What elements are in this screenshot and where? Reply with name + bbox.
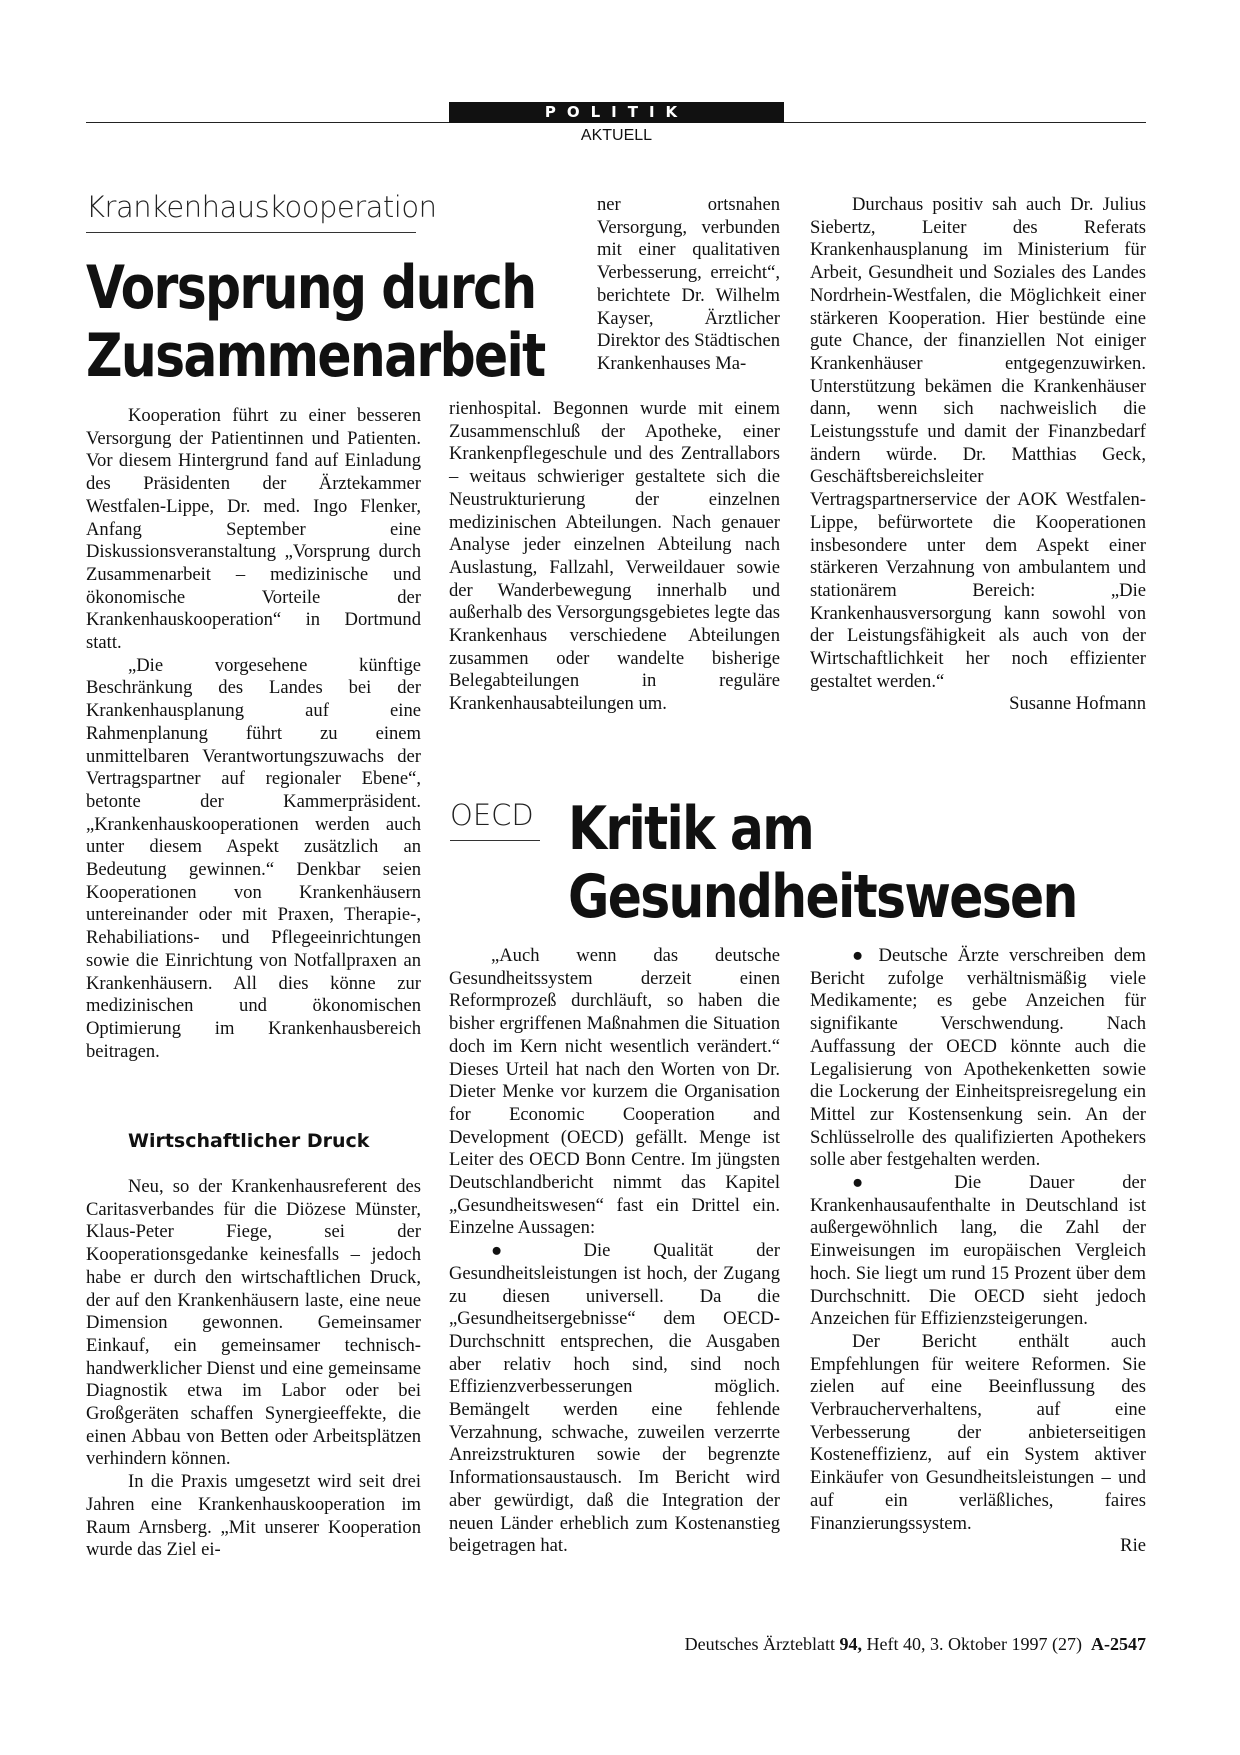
headline-line-1: Kritik am: [568, 794, 814, 864]
journal-name: Deutsches Ärzteblatt: [684, 1634, 836, 1654]
article1-subhead: Wirtschaftlicher Druck: [128, 1130, 370, 1152]
article1-kicker: Krankenhauskooperation: [86, 190, 437, 224]
paragraph: „Die vorgesehene künftige Beschränkung des Landes bei der Krankenhausplanung auf eine Rahmenplanung führt zu einem unmittelbaren Verantwortungszuwachs der Vertragspartner auf regionaler Ebene“, betonte der Kammerpräsident. „Krankenhauskooperationen werden auch unter diesem Aspekt zusätzlich an Bedeutung gewinnen.“ Denkbar seien Kooperationen von Krankenhäusern untereinander oder mit Praxen, Therapie-, Rehabiliations- und Pflegeeinrichtungen sowie die Einrichtung von Notfallpraxen an Krankenhäusern. All dies könne zur medizinischen und ökonomischen Optimierung im Krankenhausbereich beitragen.: [86, 654, 421, 1062]
paragraph: ● Die Dauer der Krankenhausaufenthalte in Deutschland ist außergewöhnlich lang, die Zahl der Einweisungen im europäischen Vergleich hoch. Sie liegt um rund 15 Prozent über dem Durchschnitt. Die OECD sieht jedoch Anzeichen für Effizienzsteigerungen.: [810, 1172, 1146, 1330]
section-label: POLITIK: [449, 102, 784, 123]
article2-headline: [568, 795, 1077, 932]
paragraph: In die Praxis umgesetzt wird seit drei Jahren eine Krankenhauskooperation im Raum Arnsberg. „Mit unserer Kooperation wurde das Ziel ei-: [86, 1471, 421, 1561]
article2-column-1: [449, 945, 780, 1558]
article1-headline: [86, 254, 545, 391]
headline-line-2: Gesundheitswesen: [568, 862, 1077, 933]
paragraph: Neu, so der Krankenhausreferent des Caritasverbandes für die Diözese Münster, Klaus-Peter Fiege, sei der Kooperationsgedanke keinesfalls – jedoch habe er durch den wirtschaftlichen Druck, der auf den Krankenhäusern laste, eine neue Dimension gewonnen. Gemeinsamer Einkauf, ein gemeinsamer technisch-handwerklicher Dienst und eine gemeinsame Diagnostik etwa im Labor oder bei Großgeräten schaffen Synergieeffekte, die einen Abbau von Betten oder Arbeitsplätzen verhindern können.: [86, 1176, 421, 1470]
page-number: A-2547: [1091, 1634, 1146, 1654]
paragraph: ● Die Qualität der Gesundheitsleistungen ist hoch, der Zugang zu diesen universell. Da die „Gesundheitsergebnisse“ dem OECD-Durchschnitt entsprechen, die Ausgaben aber relativ hoch sind, sind noch Effizienzverbesserungen möglich. Bemängelt werden eine fehlende Verzahnung, schwache, zuweilen verzerrte Anreizstrukturen sowie der begrenzte Informationsaustausch. Im Bericht wird aber gewürdigt, daß die Integration der neuen Länder erheblich zum Kostenanstieg beigetragen hat.: [449, 1240, 780, 1557]
kicker-underline: [450, 840, 540, 841]
kicker-underline: [86, 232, 416, 233]
paragraph: Der Bericht enthält auch Empfehlungen für weitere Reformen. Sie zielen auf eine Beeinflussung des Verbraucherverhaltens, auf eine Verbesserung der anbieterseitigen Kosteneffizienz, auf ein System aktiver Einkäufer von Gesundheitsleistungen – und auf ein verläßliches, faires Finanzierungssystem.: [810, 1330, 1146, 1534]
article2-author: Rie: [1120, 1535, 1146, 1557]
paragraph: ner ortsnahen Versorgung, verbunden mit einer qualitativen Verbesserung, erreicht“, berichtete Dr. Wilhelm Kayser, Ärztlicher Direktor des Städtischen Krankenhauses Ma-: [597, 194, 780, 374]
paragraph: rienhospital. Begonnen wurde mit einem Zusammenschluß der Apotheke, einer Krankenpflegeschule und des Zentrallabors – weitaus schwieriger gestaltete sich die Neustrukturierung der einzelnen medizinischen Abteilungen. Nach genauer Analyse jeder einzelnen Abteilung nach Auslastung, Fallzahl, Verweildauer sowie der Wanderbewegung innerhalb und außerhalb des Versorgungsgebietes legte das Krankenhaus verschiedene Abteilungen zusammen oder wandelte bisherige Belegabteilungen in reguläre Krankenhausabteilungen um.: [449, 398, 780, 715]
paragraph: Durchaus positiv sah auch Dr. Julius Siebertz, Leiter des Referats Krankenhausplanung im Ministerium für Arbeit, Gesundheit und Soziales des Landes Nordrhein-Westfalen, die Möglichkeit einer stärkeren Kooperation. Hier bestünde eine gute Chance, der finanziellen Not einiger Krankenhäuser entgegenzuwirken. Unterstützung bekämen die Krankenhäuser dann, wenn sich nachweislich die Leistungsstufe und damit der Finanzbedarf ändern würde. Dr. Matthias Geck, Geschäftsbereichsleiter Vertragspartnerservice der AOK Westfalen-Lippe, befürwortete die Kooperationen insbesondere unter dem Aspekt einer stärkeren Verzahnung von ambulantem und stationärem Bereich: „Die Krankenhausversorgung kann sowohl von der Leistungsfähigkeit als auch von der Wirtschaftlichkeit her noch effizienter gestaltet werden.“: [810, 194, 1146, 692]
subsection-label: AKTUELL: [580, 127, 653, 144]
article1-column-2-top: [597, 194, 780, 376]
article2-kicker: OECD: [450, 798, 534, 832]
headline-line-1: Vorsprung durch: [86, 253, 536, 323]
paragraph: Kooperation führt zu einer besseren Versorgung der Patientinnen und Patienten. Vor diesem Hintergrund fand auf Einladung des Präsidenten der Ärztekammer Westfalen-Lippe, Dr. med. Ingo Flenker, Anfang September eine Diskussionsveranstaltung „Vorsprung durch Zusammenarbeit – medizinische und ökonomische Vorteile der Krankenhauskooperation“ in Dortmund statt.: [86, 405, 421, 654]
article1-column-1: [86, 405, 421, 1063]
article1-column-1-continued: [86, 1176, 421, 1562]
volume: 94,: [839, 1634, 863, 1654]
headline-line-2: Zusammenarbeit: [86, 321, 545, 392]
article1-column-2: [449, 398, 780, 716]
paragraph: ● Deutsche Ärzte verschreiben dem Bericht zufolge verhältnismäßig viele Medikamente; es gebe Anzeichen für signifikante Verschwendung. Nach Auffassung der OECD könnte auch die Legalisierung von Apothekenketten sowie die Lockerung der Einheitspreisregelung ein Mittel zur Kostensenkung sein. An der Schlüsselrolle des qualifizierten Apothekers solle aber festgehalten werden.: [810, 945, 1146, 1171]
issue-info: Heft 40, 3. Oktober 1997 (27): [866, 1634, 1082, 1654]
article1-column-3: [810, 194, 1146, 716]
article2-column-2: [810, 945, 1146, 1558]
paragraph: „Auch wenn das deutsche Gesundheitssystem derzeit einen Reformprozeß durchläuft, so haben die bisher ergriffenen Maßnahmen die Situation doch im Kern nicht wesentlich verändert.“ Dieses Urteil hat nach den Worten von Dr. Dieter Menke vor kurzem die Organisation for Economic Cooperation and Development (OECD) gefällt. Menge ist Leiter des OECD Bonn Centre. Im jüngsten Deutschlandbericht nimmt das Kapitel „Gesundheitswesen“ fast ein Drittel ein. Einzelne Aussagen:: [449, 945, 780, 1239]
page-footer: [685, 1634, 1146, 1655]
article1-author: Susanne Hofmann: [1009, 693, 1146, 715]
